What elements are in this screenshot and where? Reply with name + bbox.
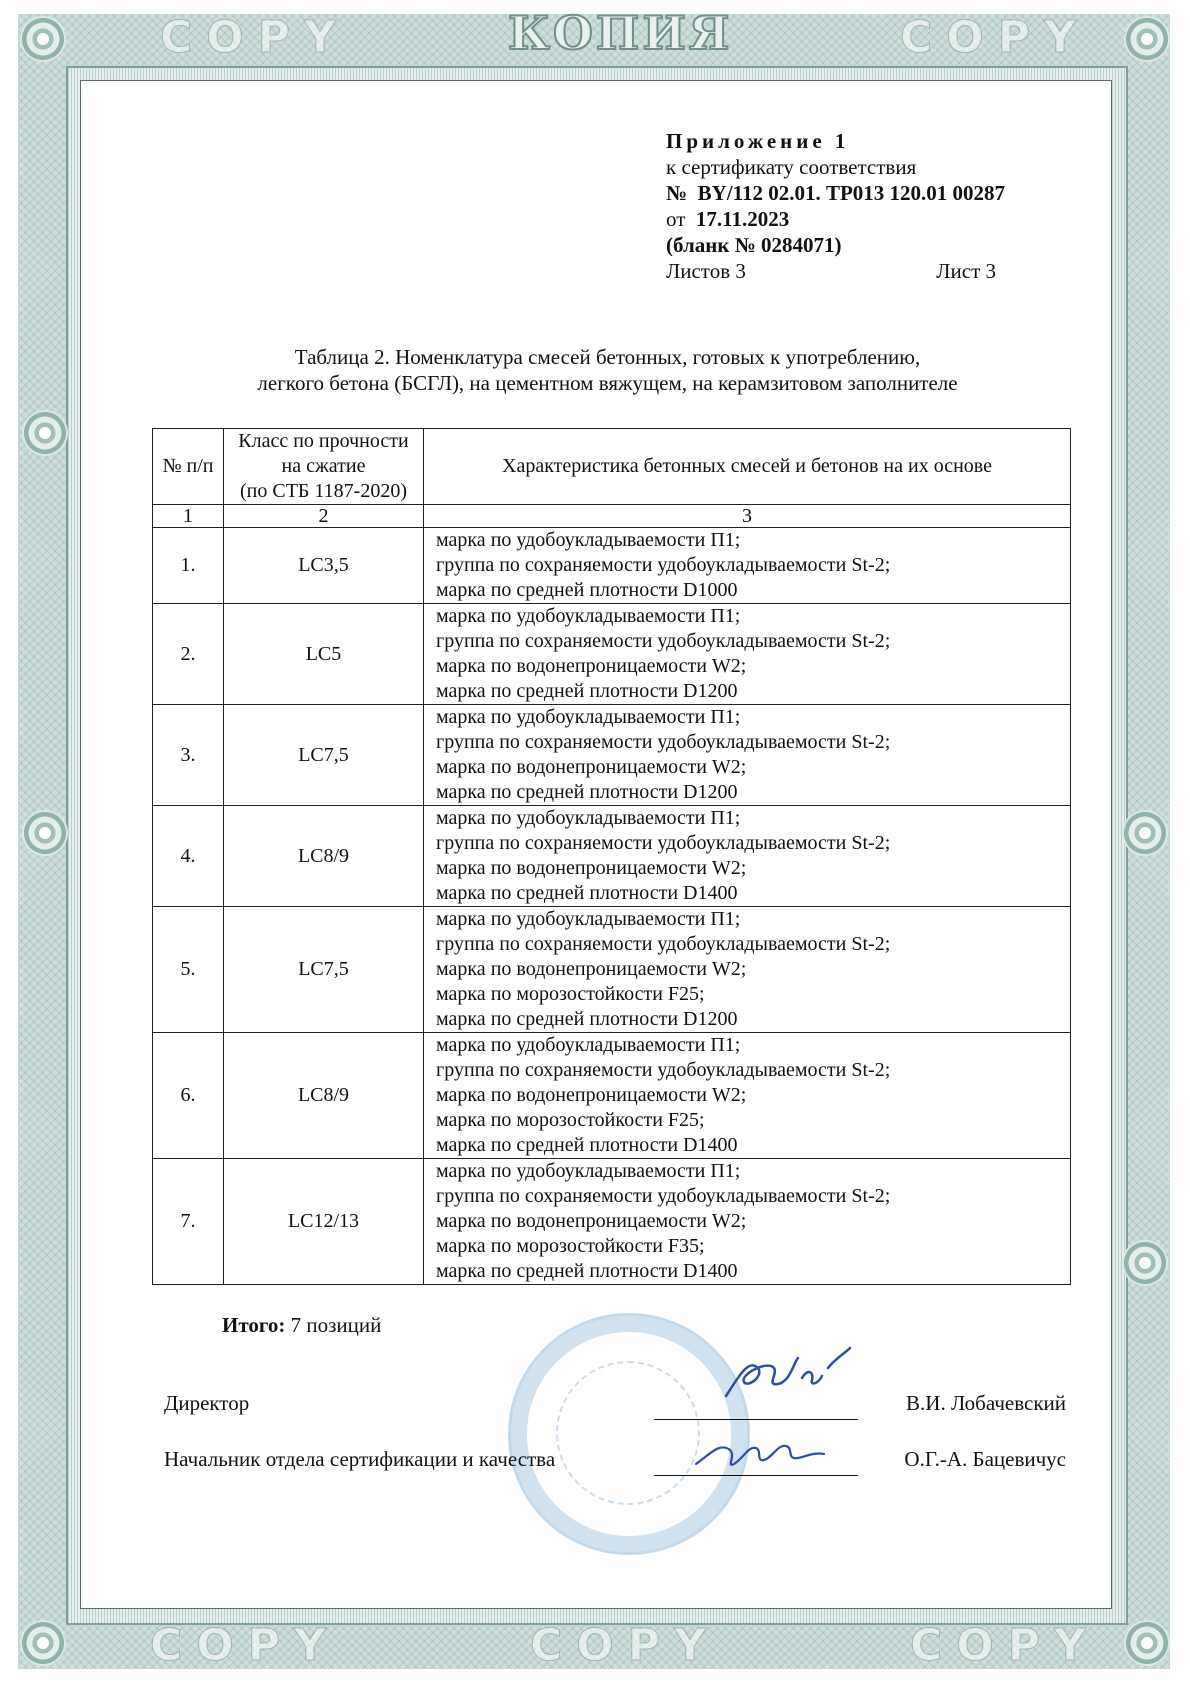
characteristic-line: марка по удобоукладываемости П1; xyxy=(436,908,741,930)
characteristic-line: марка по средней плотности D1400 xyxy=(436,1134,738,1156)
copy-watermark: COPY xyxy=(160,12,350,63)
column-number: 2 xyxy=(224,505,424,528)
strength-class: LC7,5 xyxy=(224,907,424,1033)
number-prefix: № xyxy=(666,181,688,205)
signatory-name: В.И. Лобачевский xyxy=(906,1391,1066,1415)
row-number: 6. xyxy=(153,1033,224,1159)
characteristic-line: группа по сохраняемости удобоукладываемости St-2; xyxy=(436,832,891,854)
date-prefix: от xyxy=(666,207,686,231)
characteristics-cell xyxy=(424,806,1071,907)
characteristics-cell xyxy=(424,528,1071,604)
header-number: № п/п xyxy=(153,429,224,505)
characteristic-line: группа по сохраняемости удобоукладываемости St-2; xyxy=(436,933,891,955)
table-row xyxy=(153,705,1071,806)
row-number: 5. xyxy=(153,907,224,1033)
characteristic-line: марка по водонепроницаемости W2; xyxy=(436,958,747,980)
round-seal-inner xyxy=(556,1361,700,1505)
characteristic-line: группа по сохраняемости удобоукладываемости St-2; xyxy=(436,1185,891,1207)
characteristic-line: марка по удобоукладываемости П1; xyxy=(436,1160,741,1182)
side-rosette-icon xyxy=(1122,810,1168,856)
corner-rosette-icon xyxy=(1124,16,1170,62)
side-rosette-icon xyxy=(22,410,68,456)
strength-class: LC3,5 xyxy=(224,528,424,604)
signature-line xyxy=(654,1475,858,1476)
corner-rosette-icon xyxy=(20,1620,66,1666)
signature-row-director xyxy=(164,1391,1066,1421)
characteristic-line: марка по морозостойкости F25; xyxy=(436,983,705,1005)
characteristic-line: группа по сохраняемости удобоукладываемости St-2; xyxy=(436,1059,891,1081)
sheets-total: Листов 3 xyxy=(666,259,746,283)
characteristics-cell xyxy=(424,1159,1071,1285)
sheet-info xyxy=(666,258,996,284)
total-count: 7 xyxy=(290,1313,302,1337)
characteristic-line: марка по удобоукладываемости П1; xyxy=(436,529,741,551)
caption-line-1: Таблица 2. Номенклатура смесей бетонных, готовых к употреблению, xyxy=(294,345,921,369)
strength-class: LC12/13 xyxy=(224,1159,424,1285)
strength-class: LC5 xyxy=(224,604,424,705)
signatory-name: О.Г.-А. Бацевичус xyxy=(904,1447,1066,1471)
header-characteristics: Характеристика бетонных смесей и бетонов на их основе xyxy=(424,429,1071,505)
signature-row-head-of-certification xyxy=(164,1447,1066,1477)
corner-rosette-icon xyxy=(20,16,66,62)
characteristic-line: марка по удобоукладываемости П1; xyxy=(436,807,741,829)
characteristic-line: марка по средней плотности D1200 xyxy=(436,1008,738,1030)
appendix-subtitle: к сертификату соответствия xyxy=(666,155,917,179)
table-row xyxy=(153,528,1071,604)
characteristics-cell xyxy=(424,1033,1071,1159)
number-value: BY/112 02.01. ТР013 120.01 00287 xyxy=(697,181,1006,205)
characteristic-line: марка по водонепроницаемости W2; xyxy=(436,655,747,677)
total-label: Итого: xyxy=(222,1313,286,1337)
certificate-number xyxy=(666,180,1005,206)
total-line xyxy=(222,1313,381,1338)
copy-watermark: COPY xyxy=(900,12,1090,63)
characteristics-cell xyxy=(424,907,1071,1033)
corner-rosette-icon xyxy=(1124,1620,1170,1666)
appendix-header xyxy=(666,128,1005,284)
characteristics-cell xyxy=(424,604,1071,705)
characteristic-line: марка по морозостойкости F35; xyxy=(436,1235,705,1257)
characteristic-line: группа по сохраняемости удобоукладываемости St-2; xyxy=(436,630,891,652)
characteristic-line: марка по средней плотности D1200 xyxy=(436,680,738,702)
date-value: 17.11.2023 xyxy=(695,207,790,231)
column-number-row xyxy=(153,505,1071,528)
copy-watermark: COPY xyxy=(150,1620,340,1671)
copy-watermark: COPY xyxy=(910,1620,1100,1671)
characteristic-line: марка по морозостойкости F25; xyxy=(436,1109,705,1131)
signature-line xyxy=(654,1419,858,1420)
characteristic-line: группа по сохраняемости удобоукладываемости St-2; xyxy=(436,554,891,576)
strength-class: LC8/9 xyxy=(224,1033,424,1159)
characteristic-line: группа по сохраняемости удобоукладываемости St-2; xyxy=(436,731,891,753)
table-row xyxy=(153,907,1071,1033)
characteristics-cell xyxy=(424,705,1071,806)
signatory-position: Начальник отдела сертификации и качества xyxy=(164,1447,556,1471)
signatory-position: Директор xyxy=(164,1391,250,1415)
copy-watermark: COPY xyxy=(530,1620,720,1671)
characteristic-line: марка по водонепроницаемости W2; xyxy=(436,857,747,879)
total-unit: позиций xyxy=(306,1313,382,1337)
characteristic-line: марка по средней плотности D1000 xyxy=(436,579,738,601)
characteristic-line: марка по удобоукладываемости П1; xyxy=(436,605,741,627)
characteristic-line: марка по удобоукладываемости П1; xyxy=(436,706,741,728)
row-number: 3. xyxy=(153,705,224,806)
appendix-title: Приложение 1 xyxy=(666,129,850,153)
side-rosette-icon xyxy=(22,810,68,856)
certificate-date xyxy=(666,206,1005,232)
characteristic-line: марка по средней плотности D1400 xyxy=(436,882,738,904)
table-caption xyxy=(150,344,1065,396)
column-number: 1 xyxy=(153,505,224,528)
header-strength-class: Класс по прочности на сжатие (по СТБ 1187-2020) xyxy=(224,429,424,505)
table-header-row xyxy=(153,429,1071,505)
characteristic-line: марка по средней плотности D1200 xyxy=(436,781,738,803)
sheet-current: Лист 3 xyxy=(936,259,996,283)
characteristic-line: марка по водонепроницаемости W2; xyxy=(436,1084,747,1106)
characteristic-line: марка по средней плотности D1400 xyxy=(436,1260,738,1282)
row-number: 2. xyxy=(153,604,224,705)
caption-line-2: легкого бетона (БСГЛ), на цементном вяжущем, на керамзитовом заполнителе xyxy=(257,371,958,395)
characteristic-line: марка по удобоукладываемости П1; xyxy=(436,1034,741,1056)
column-number: 3 xyxy=(424,505,1071,528)
blank-number: (бланк № 0284071) xyxy=(666,233,842,257)
strength-class: LC7,5 xyxy=(224,705,424,806)
table-row xyxy=(153,604,1071,705)
table-row xyxy=(153,1159,1071,1285)
copy-stamp: КОПИЯ xyxy=(508,6,733,60)
characteristic-line: марка по водонепроницаемости W2; xyxy=(436,756,747,778)
side-rosette-icon xyxy=(1122,1240,1168,1286)
nomenclature-table xyxy=(152,428,1071,1285)
table-row xyxy=(153,1033,1071,1159)
row-number: 4. xyxy=(153,806,224,907)
row-number: 7. xyxy=(153,1159,224,1285)
table-row xyxy=(153,806,1071,907)
strength-class: LC8/9 xyxy=(224,806,424,907)
row-number: 1. xyxy=(153,528,224,604)
characteristic-line: марка по водонепроницаемости W2; xyxy=(436,1210,747,1232)
table-body xyxy=(153,528,1071,1285)
